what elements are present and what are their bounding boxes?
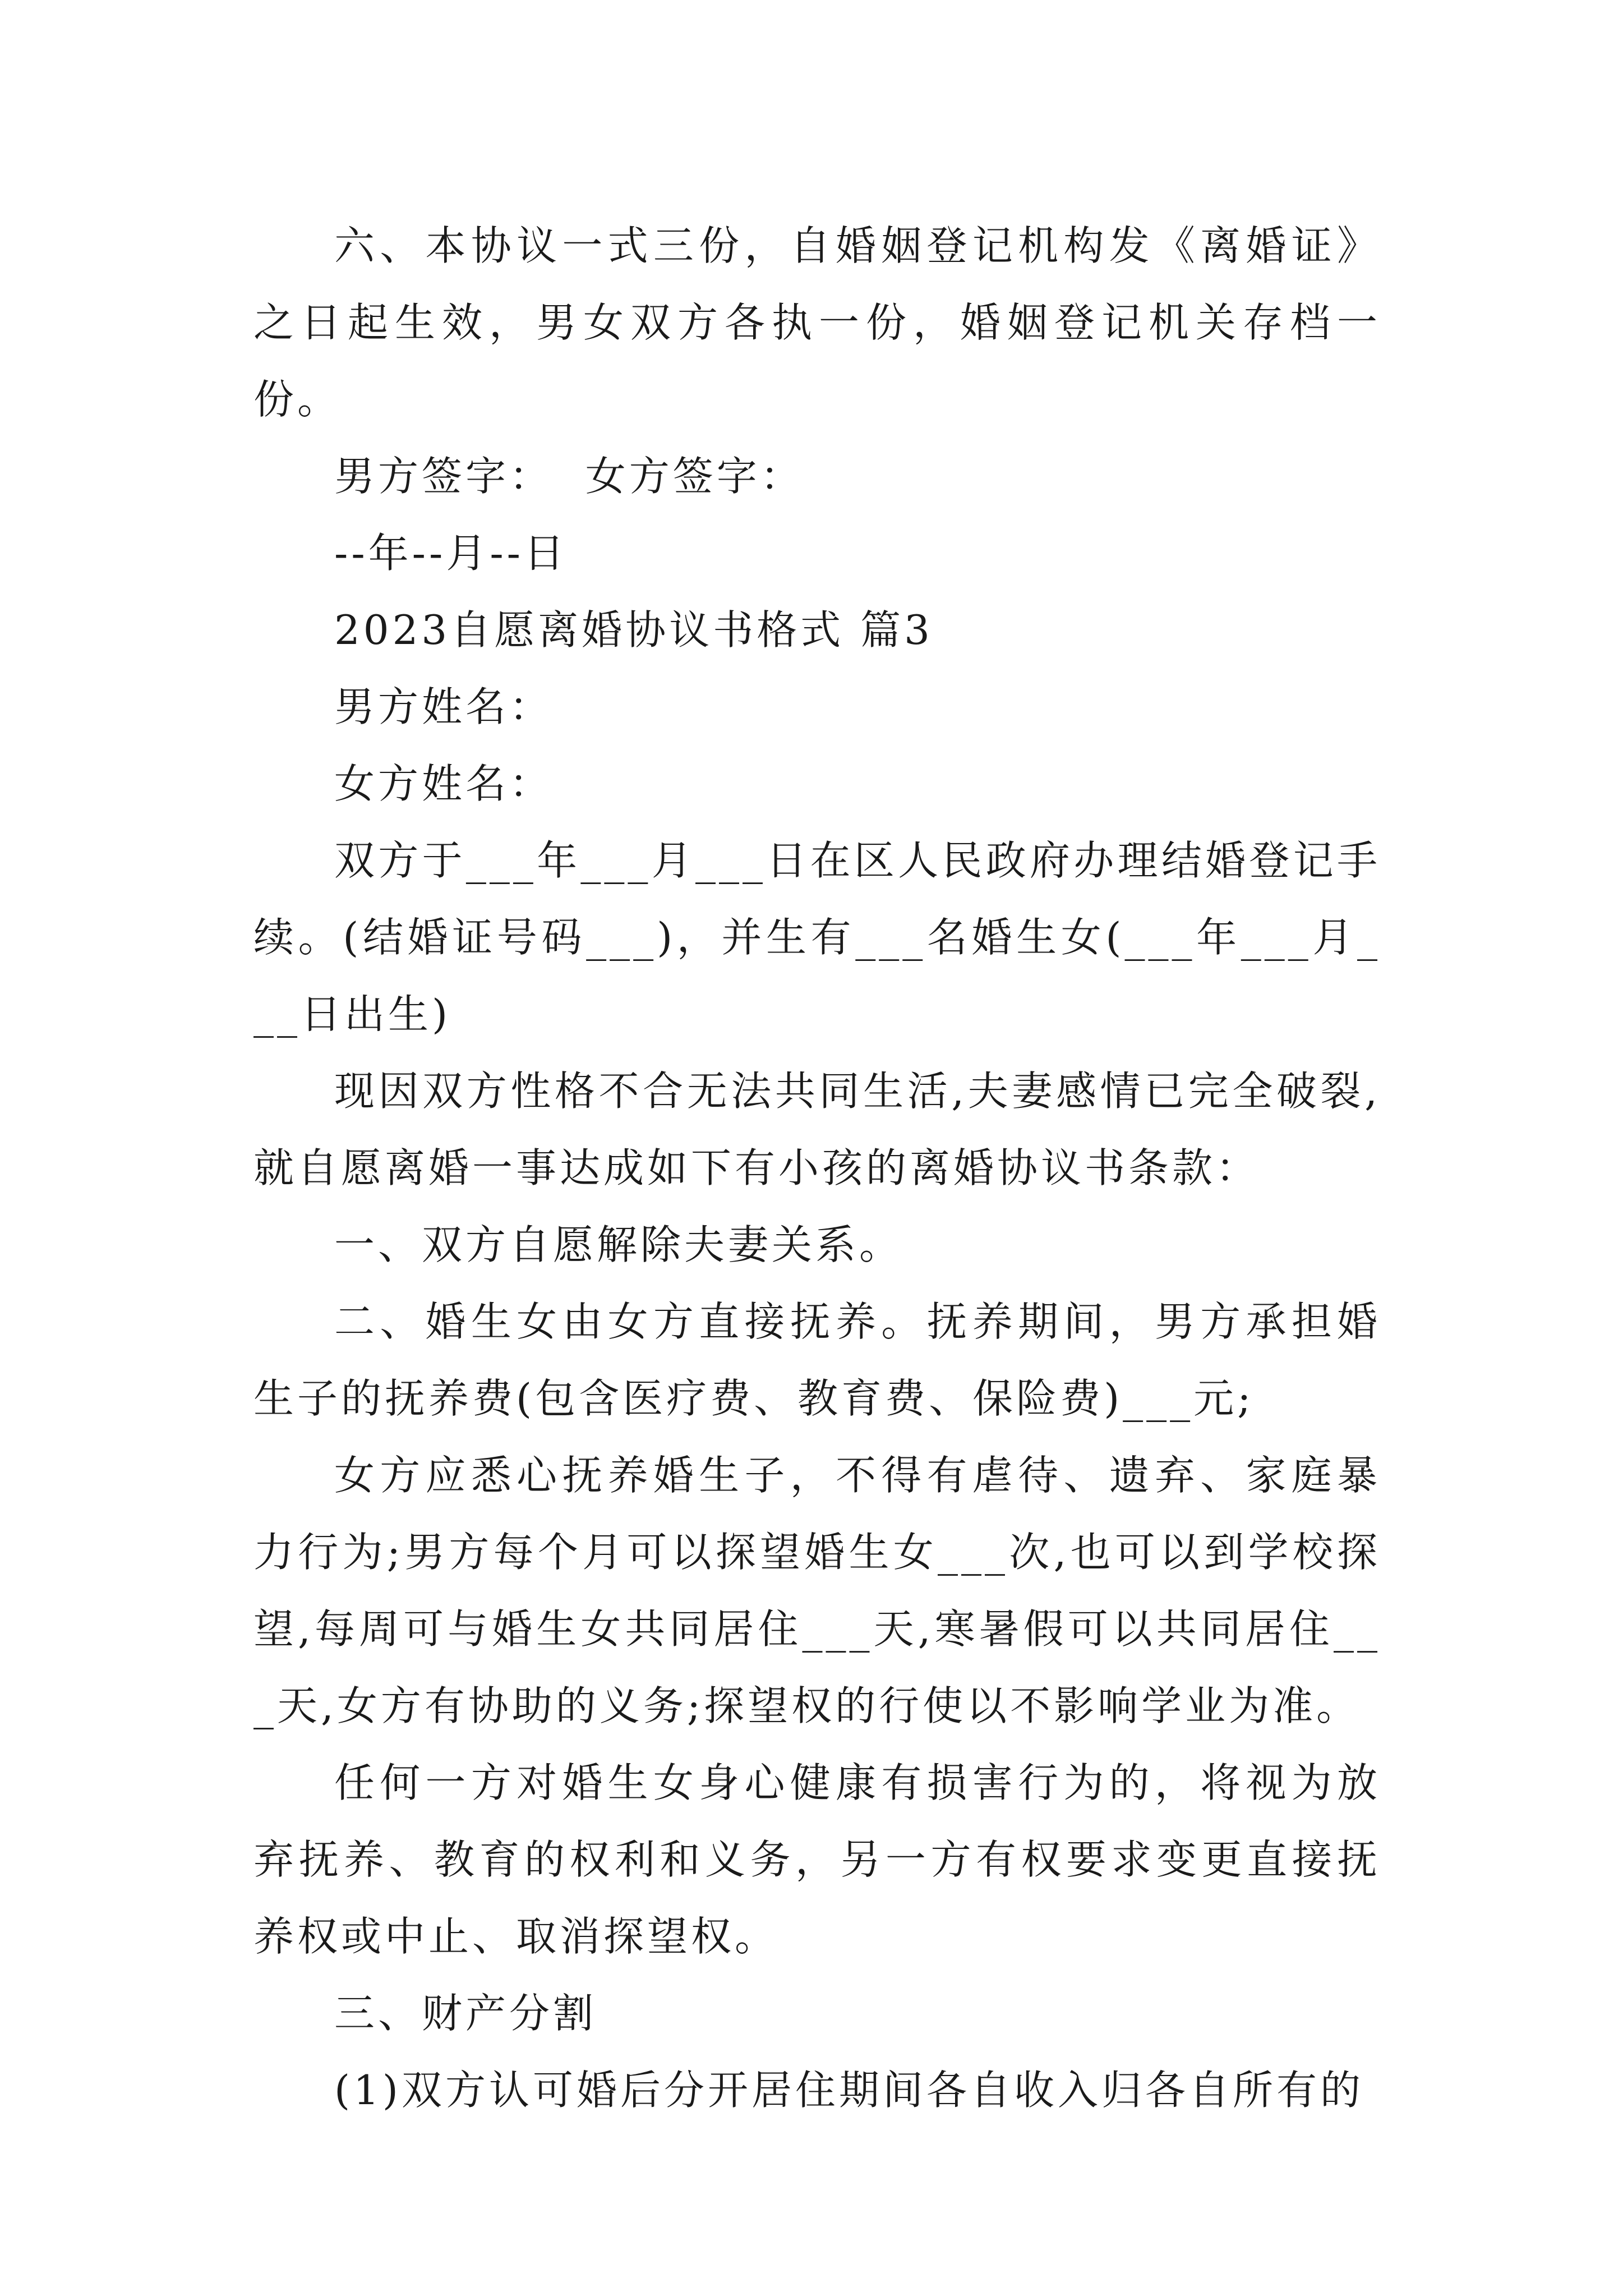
document-body bbox=[253, 208, 1381, 2129]
paragraph-reason: 现因双方性格不合无法共同生活,夫妻感情已完全破裂,就自愿离婚一事达成如下有小孩的离婚协议书条款： bbox=[253, 1068, 1381, 1191]
paragraph-female-name: 女方姓名： bbox=[334, 760, 554, 807]
paragraph-signatures: 男方签字： 女方签字： bbox=[334, 453, 804, 500]
paragraph-clause-one: 一、双方自愿解除夫妻关系。 bbox=[334, 1221, 903, 1268]
paragraph-clause-two: 二、婚生女由女方直接抚养。抚养期间，男方承担婚生子的抚养费(包含医疗费、教育费、保险费)___元; bbox=[253, 1298, 1381, 1422]
paragraph-visitation: 女方应悉心抚养婚生子，不得有虐待、遗弃、家庭暴力行为;男方每个月可以探望婚生女___次,也可以到学校探望,每周可与婚生女共同居住___天,寒暑假可以共同居住___天,女方有协助的义务;探望权的行使以不影响学业为准。 bbox=[253, 1452, 1381, 1729]
section-heading: 2023自愿离婚协议书格式 篇3 bbox=[334, 606, 933, 654]
paragraph-marriage-registration: 双方于___年___月___日在区人民政府办理结婚登记手续。(结婚证号码___)，并生有___名婚生女(___年___月___日出生) bbox=[253, 837, 1381, 1038]
paragraph-date: --年--月--日 bbox=[334, 530, 568, 577]
paragraph-clause-six: 六、本协议一式三份，自婚姻登记机构发《离婚证》之日起生效，男女双方各执一份，婚姻登记机关存档一份。 bbox=[253, 222, 1381, 423]
paragraph-property-one: (1)双方认可婚后分开居住期间各自收入归各自所有的 bbox=[334, 2067, 1364, 2114]
paragraph-clause-three: 三、财产分割 bbox=[334, 1990, 597, 2037]
paragraph-harm-clause: 任何一方对婚生女身心健康有损害行为的，将视为放弃抚养、教育的权利和义务，另一方有权要求变更直接抚养权或中止、取消探望权。 bbox=[253, 1759, 1381, 1960]
paragraph-male-name: 男方姓名： bbox=[334, 683, 554, 730]
